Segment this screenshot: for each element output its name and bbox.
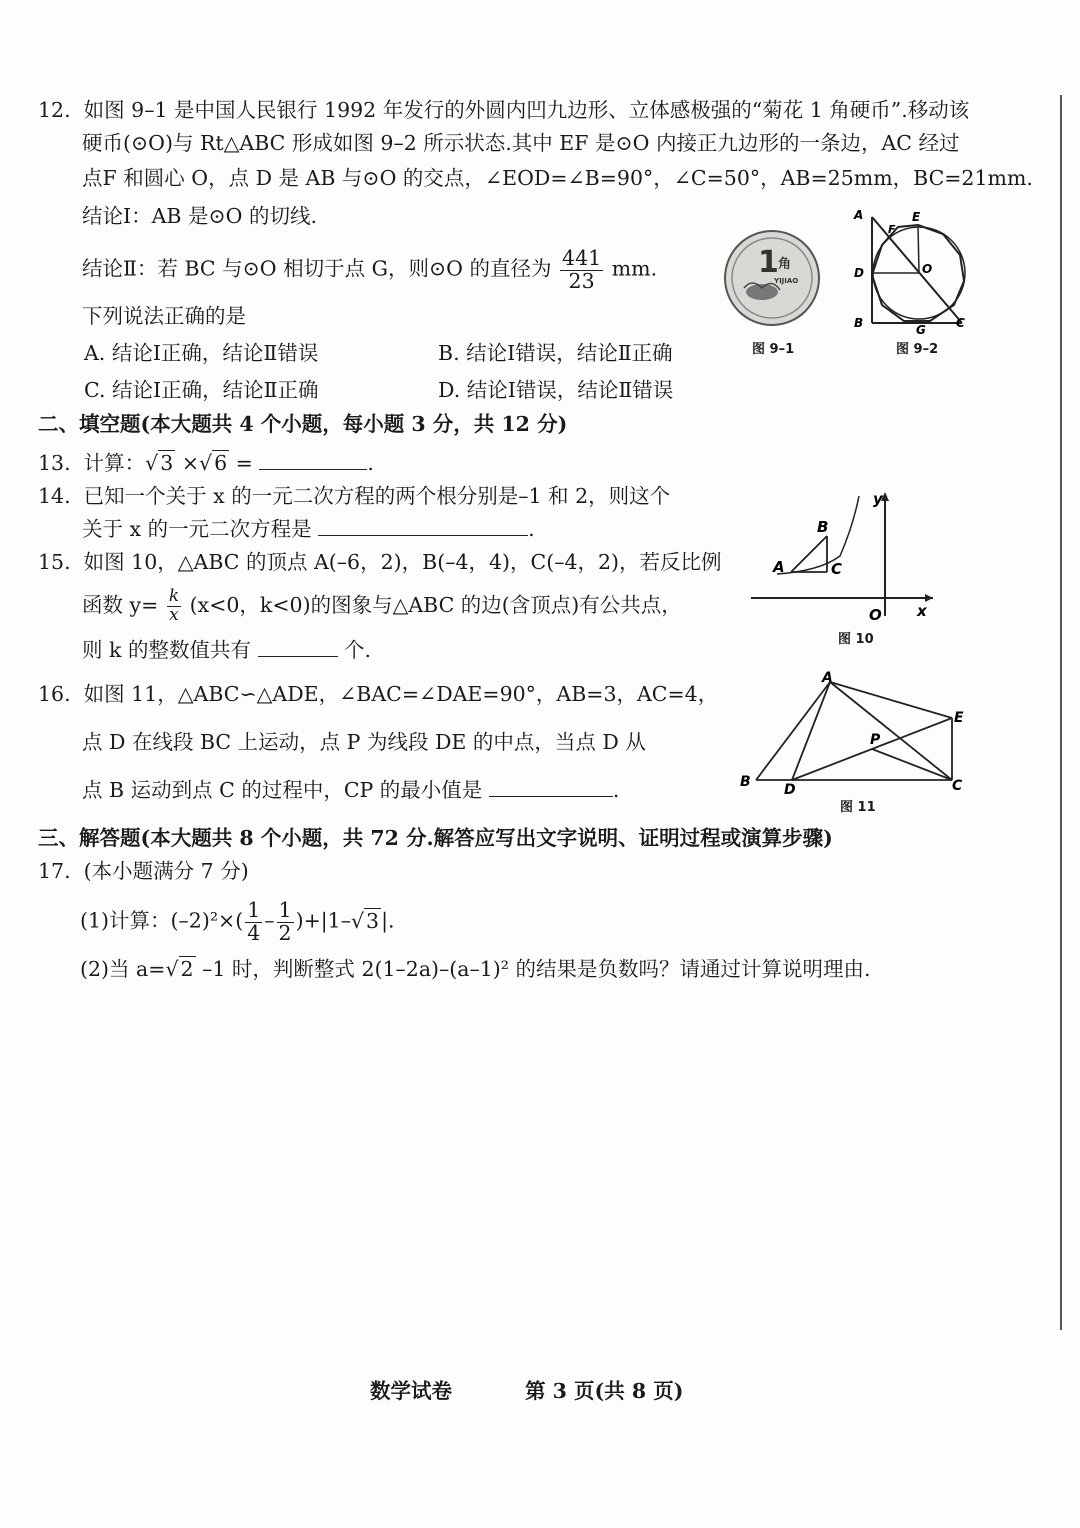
segment-PC: [872, 749, 952, 780]
q15-fraction-denominator: x: [169, 604, 179, 625]
q12-text-3: 点F 和圆心 O，点 D 是 AB 与⊙O 的交点，∠EOD=∠B=90°，∠C=50°，AB=25mm，BC=21mm.: [82, 166, 1033, 190]
q15-answer-blank[interactable]: [258, 636, 338, 657]
q12-conclusion-1: 结论Ⅰ：AB 是⊙O 的切线.: [82, 204, 317, 228]
label-C: C: [831, 560, 843, 578]
q14-text-1: 已知一个关于 x 的一元二次方程的两个根分别是–1 和 2，则这个: [83, 484, 671, 508]
q12-text-2: 硬币(⊙O)与 Rt△ABC 形成如图 9–2 所示状态.其中 EF 是⊙O 内接正九边形的一条边，AC 经过: [82, 131, 960, 155]
q12-option-b[interactable]: B. 结论Ⅰ错误，结论Ⅱ正确: [438, 341, 673, 365]
q14-answer-blank[interactable]: [318, 515, 528, 536]
q17-part-1: [80, 900, 395, 944]
q14-number: 14.: [38, 484, 71, 508]
label-B: B: [854, 316, 864, 330]
q12-option-a[interactable]: A. 结论Ⅰ正确，结论Ⅱ错误: [84, 341, 319, 365]
q17-part-2: [80, 955, 871, 983]
segment-OE: [918, 225, 919, 273]
label-A: A: [854, 208, 864, 222]
label-x: x: [917, 602, 927, 620]
q15-function-prefix: 函数 y=: [82, 592, 159, 617]
label-A: A: [822, 670, 833, 686]
right-margin-line: [1060, 95, 1062, 1330]
q17-sqrt-3: √3: [350, 908, 380, 933]
label-B: B: [740, 774, 751, 790]
q17-part1-prefix: (1)计算：(–2)²×(: [80, 908, 244, 933]
figure-9-2-caption: 图 9–2: [896, 342, 939, 357]
segment-AE: [830, 682, 952, 718]
q13-sqrt-3: √3: [145, 451, 174, 475]
figure-9-1-caption: 图 9–1: [752, 342, 795, 357]
section-2-heading: 二、填空题(本大题共 4 个小题，每小题 3 分，共 12 分): [38, 412, 568, 436]
q14-line2: [82, 515, 535, 543]
segment-AC: [830, 682, 952, 780]
figure-11: [736, 668, 972, 796]
q15-fraction: [167, 588, 181, 625]
label-D: D: [784, 782, 796, 796]
q17-fraction-1: $\frac{1}{4}$: [247, 898, 261, 945]
label-G: G: [916, 323, 926, 335]
q12-diameter-fraction: [560, 248, 603, 292]
label-P: P: [870, 732, 881, 748]
q16-text-3: 点 B 运动到点 C 的过程中，CP 的最小值是: [82, 778, 483, 802]
q15-line3: [82, 636, 371, 664]
q17-fraction-2: $\frac{1}{2}$: [278, 898, 292, 945]
segment-AB: [756, 682, 830, 780]
q14-end: .: [528, 517, 535, 541]
q12-conclusion-2: [82, 248, 657, 292]
q16-line3: [82, 776, 619, 804]
q15-text-1: 如图 10，△ABC 的顶点 A(–6，2)，B(–4，4)，C(–4，2)，若反比例: [83, 550, 722, 574]
label-y: y: [873, 490, 883, 508]
figure-9-1-coin: [722, 228, 822, 328]
q15-text-3: 则 k 的整数值共有: [82, 638, 251, 662]
q12-fraction-numerator: 441: [562, 246, 602, 270]
q13: [38, 449, 374, 477]
segment-AB: [791, 536, 827, 572]
q15-line2: [82, 588, 682, 625]
q16-answer-blank[interactable]: [489, 776, 613, 797]
coin-digit: 1: [758, 245, 779, 280]
q17-abs-start: )+|1–: [295, 908, 351, 933]
q12-unit: mm.: [611, 256, 658, 281]
q17-number: 17.: [38, 859, 71, 883]
segment-AD: [792, 682, 830, 780]
q17-title-text: (本小题满分 7 分): [83, 859, 249, 883]
q16-end: .: [612, 778, 620, 802]
q13-end: .: [367, 451, 374, 475]
figure-11-caption: 图 11: [840, 800, 876, 815]
q15-text-3-end: 个.: [344, 638, 372, 662]
q12-fraction-denominator: 23: [568, 268, 595, 293]
q17-sqrt-2: √2: [165, 957, 194, 981]
section-3-heading: 三、解答题(本大题共 8 个小题，共 72 分.解答应写出文字说明、证明过程或演算步骤): [38, 826, 833, 850]
q17-abs-end: |.: [381, 908, 395, 933]
figure-10: [745, 486, 945, 626]
q17-minus: –: [264, 908, 275, 933]
q14-line1: [38, 482, 670, 510]
label-E: E: [912, 210, 921, 224]
q12-option-c[interactable]: C. 结论Ⅰ正确，结论Ⅱ正确: [84, 378, 319, 402]
figure-10-caption: 图 10: [838, 632, 874, 647]
q12-number: 12.: [38, 98, 71, 122]
q12-conclusion-2-text: 结论Ⅱ：若 BC 与⊙O 相切于点 G，则⊙O 的直径为: [82, 256, 552, 281]
q13-prefix: 计算：: [83, 451, 146, 475]
label-B: B: [817, 518, 829, 536]
q15-fraction-numerator: k: [168, 586, 180, 606]
figure-9-2: [848, 205, 978, 335]
q14-text-2: 关于 x 的一元二次方程是: [82, 517, 312, 541]
label-D: D: [854, 266, 864, 280]
label-C: C: [956, 316, 965, 330]
label-O: O: [869, 606, 882, 624]
q16-number: 16.: [38, 682, 71, 706]
q17-part2-text: –1 时，判断整式 2(1–2a)–(a–1)² 的结果是负数吗？请通过计算说明理由.: [202, 957, 871, 981]
coin-flower: [746, 284, 778, 300]
label-F: F: [888, 223, 896, 236]
q17-title: [38, 857, 249, 885]
q12-line1: [38, 96, 969, 124]
q16-text-1: 如图 11，△ABC∽△ADE，∠BAC=∠DAE=90°，AB=3，AC=4，: [83, 682, 719, 706]
q12-text-1: 如图 9–1 是中国人民银行 1992 年发行的外圆内凹九边形、立体感极强的“菊花 1 角硬币”.移动该: [83, 98, 970, 122]
q13-sqrt-6: √6: [199, 451, 228, 475]
q12-option-d[interactable]: D. 结论Ⅰ错误，结论Ⅱ错误: [438, 378, 674, 402]
q13-answer-blank[interactable]: [259, 449, 367, 470]
coin-text: YIJIAO: [774, 277, 799, 285]
label-A: A: [773, 558, 785, 576]
label-E: E: [954, 710, 964, 726]
q15-number: 15.: [38, 550, 71, 574]
q17-part2-prefix: (2)当 a=: [80, 957, 166, 981]
q13-number: 13.: [38, 451, 71, 475]
footer-page-number: 第 3 页(共 8 页): [525, 1379, 684, 1403]
q16-line1: [38, 680, 718, 708]
label-C: C: [952, 778, 963, 794]
q13-equals: =: [235, 451, 253, 475]
q16-text-2: 点 D 在线段 BC 上运动，点 P 为线段 DE 的中点，当点 D 从: [82, 730, 646, 754]
footer-subject: 数学试卷: [370, 1379, 452, 1403]
q15-function-post: (x<0，k<0)的图象与△ABC 的边(含顶点)有公共点，: [189, 592, 682, 617]
coin-char: 角: [778, 257, 792, 272]
q13-times: ×: [181, 451, 199, 475]
q12-question: 下列说法正确的是: [82, 304, 246, 328]
q15-line1: [38, 548, 722, 576]
label-O: O: [922, 262, 933, 276]
